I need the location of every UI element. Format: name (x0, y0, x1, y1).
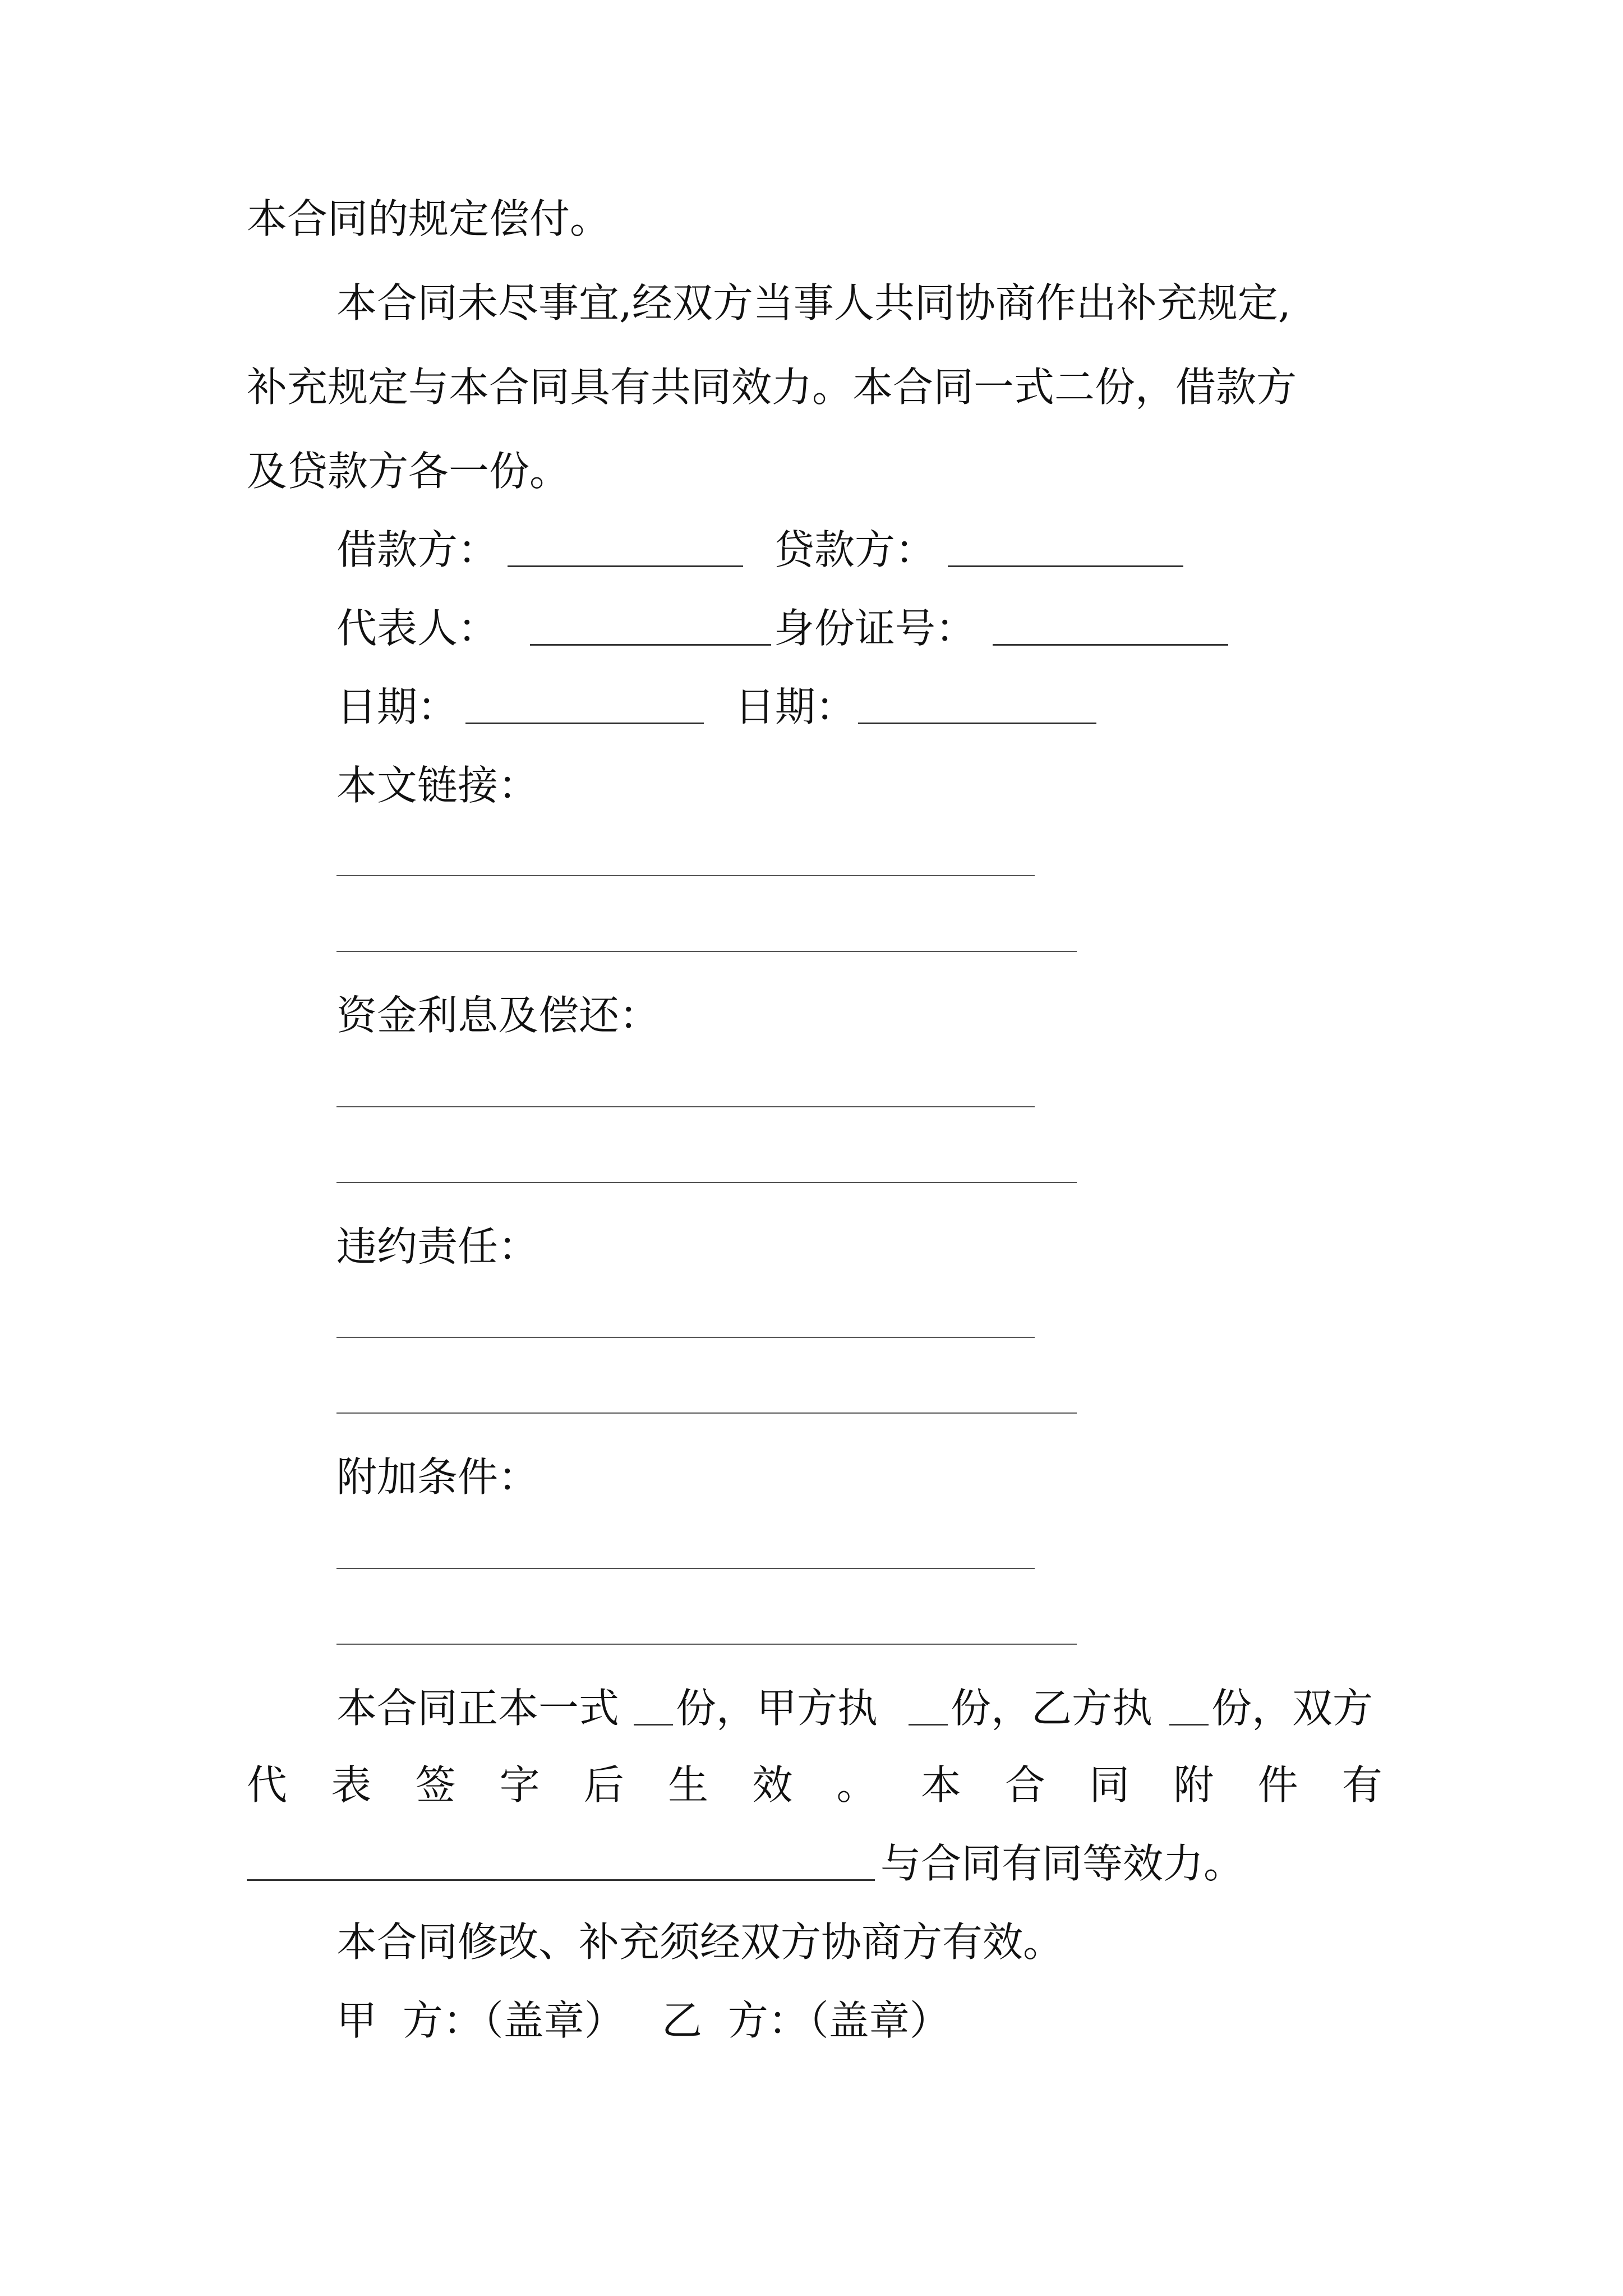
fill-line (336, 1412, 1077, 1414)
lender-blank (948, 565, 1183, 567)
char: 字 (499, 1761, 540, 1809)
char: 有 (1341, 1761, 1382, 1809)
char: 同 (1089, 1761, 1130, 1809)
char: 附 (1173, 1761, 1214, 1809)
representative-label: 代表人： (336, 605, 499, 652)
additional-conditions-label: 附加条件： (336, 1453, 539, 1501)
char: 生 (668, 1761, 709, 1809)
attachment-blank (247, 1879, 875, 1881)
link-label: 本文链接： (336, 762, 539, 809)
borrower-label: 借款方： (336, 526, 499, 573)
char: 件 (1257, 1761, 1298, 1809)
fill-line (336, 1644, 1077, 1645)
representative-blank (530, 644, 771, 646)
date-blank (858, 723, 1096, 724)
party-a-seal: 甲 方：（盖章） (336, 1997, 625, 2044)
id-number-label: 身份证号： (774, 605, 976, 652)
char: 签 (415, 1761, 456, 1809)
funds-interest-label: 资金利息及偿还： (336, 992, 660, 1039)
date-label: 日期： (735, 683, 856, 730)
fill-line (336, 1182, 1077, 1183)
lender-label: 贷款方： (774, 526, 936, 573)
fill-line (336, 1337, 1035, 1338)
fill-line (336, 1106, 1035, 1107)
paragraph-line: 本合同未尽事宜,经双方当事人共同协商作出补充规定, (336, 279, 1291, 326)
justified-line (247, 1757, 1382, 1813)
char: 合 (1004, 1761, 1045, 1809)
id-number-blank (993, 644, 1228, 646)
date-label: 日期： (336, 683, 458, 730)
char: 表 (331, 1761, 372, 1809)
copies-text: 本合同正本一式 (336, 1685, 620, 1732)
breach-liability-label: 违约责任： (336, 1223, 539, 1270)
copies-blank (634, 1724, 673, 1726)
char: 效 (752, 1761, 793, 1809)
fill-line (336, 875, 1035, 876)
amendment-text: 本合同修改、补充须经双方协商方有效。 (336, 1918, 1064, 1966)
equal-effect-text: 与合同有同等效力。 (880, 1840, 1244, 1887)
paragraph-line: 本合同的规定偿付。 (247, 195, 611, 242)
copies-blank (1169, 1724, 1209, 1726)
fill-line (336, 951, 1077, 952)
copies-text: 份，双方 (1211, 1685, 1373, 1732)
paragraph-line: 补充规定与本合同具有共同效力。本合同一式二份，借款方 (247, 364, 1297, 411)
copies-text: 份，乙方执 (951, 1685, 1153, 1732)
copies-text: 份，甲方执 (676, 1685, 878, 1732)
party-b-seal: 乙 方：（盖章） (662, 1997, 950, 2044)
char: 本 (920, 1761, 961, 1809)
paragraph-line: 及贷款方各一份。 (247, 448, 570, 495)
borrower-blank (508, 565, 743, 567)
copies-blank (909, 1724, 948, 1726)
date-blank (465, 723, 704, 724)
fill-line (336, 1568, 1035, 1569)
char: 后 (583, 1761, 624, 1809)
char: 代 (247, 1761, 288, 1809)
char: 。 (836, 1761, 877, 1809)
